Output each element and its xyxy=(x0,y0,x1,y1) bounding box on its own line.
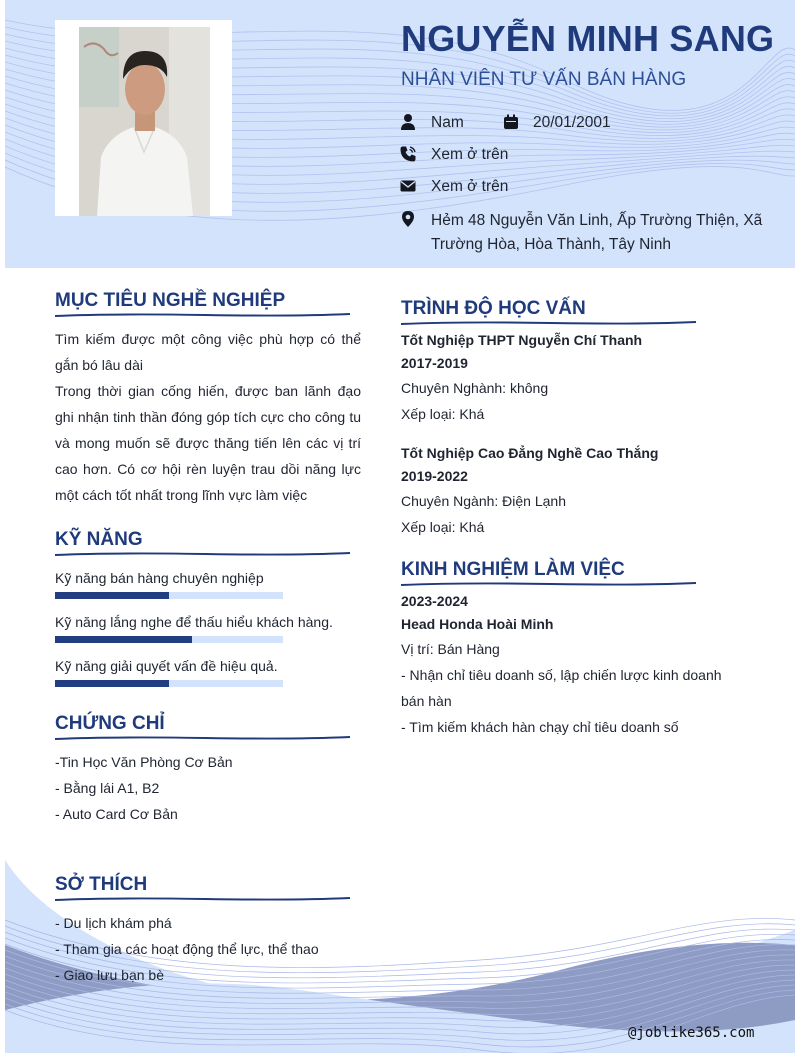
watermark: @joblike365.com xyxy=(628,1025,755,1041)
experience-years: 2023-2024 xyxy=(401,593,468,609)
avatar-frame xyxy=(55,20,232,216)
experience-duty-2: - Tìm kiếm khách hàn chạy chỉ tiêu doanh số xyxy=(401,719,679,735)
hobby-item-1: - Du lịch khám phá xyxy=(55,915,172,931)
education-title: TRÌNH ĐỘ HỌC VẤN xyxy=(401,298,586,319)
gender-value: Nam xyxy=(431,114,464,131)
hobbies-title: SỞ THÍCH xyxy=(55,874,148,895)
experience-company: Head Honda Hoài Minh xyxy=(401,616,554,632)
skill-label-3: Kỹ năng giải quyết vấn đề hiệu quả. xyxy=(55,658,278,674)
skills-underline xyxy=(55,551,350,557)
experience-duty-1: - Nhận chỉ tiêu doanh số, lập chiến lược kinh doanh bán hàn xyxy=(401,667,722,709)
hobbies-underline xyxy=(55,896,350,902)
skill-bar-fill-2 xyxy=(55,636,192,643)
skill-bar-3 xyxy=(55,680,283,687)
hobby-item-3: - Giao lưu bạn bè xyxy=(55,967,164,983)
hobby-item-2: - Tham gia các hoạt động thể lực, thể thao xyxy=(55,941,319,957)
avatar xyxy=(79,27,210,216)
experience-position: Vị trí: Bán Hàng xyxy=(401,641,500,657)
candidate-name: NGUYỄN MINH SANG xyxy=(401,18,775,59)
mail-icon xyxy=(399,177,417,195)
education-years-1: 2017-2019 xyxy=(401,355,468,371)
objective-text-1: Tìm kiếm được một công việc phù hợp có thể gắn bó lâu dài xyxy=(55,331,361,373)
skill-bar-1 xyxy=(55,592,283,599)
objective-title: MỤC TIÊU NGHỀ NGHIỆP xyxy=(55,290,286,311)
education-major-2: Chuyên Ngành: Điện Lạnh xyxy=(401,493,567,509)
skill-bar-fill-3 xyxy=(55,680,169,687)
skill-bar-2 xyxy=(55,636,283,643)
experience-underline xyxy=(401,581,696,587)
skill-bar-fill-1 xyxy=(55,592,169,599)
calendar-icon xyxy=(502,113,520,131)
person-icon xyxy=(399,113,417,131)
education-school-1: Tốt Nghiệp THPT Nguyễn Chí Thanh xyxy=(401,332,643,348)
location-pin-icon xyxy=(399,210,417,228)
phone-value: Xem ở trên xyxy=(431,146,509,163)
experience-title: KINH NGHIỆM LÀM VIỆC xyxy=(401,559,625,580)
email-value: Xem ở trên xyxy=(431,178,509,195)
birthday-value: 20/01/2001 xyxy=(533,114,611,131)
address-value: Hẻm 48 Nguyễn Văn Linh, Ấp Trường Thiện, Xã Trường Hòa, Hòa Thành, Tây Ninh xyxy=(431,212,763,253)
objective-text-2: Trong thời gian cống hiến, được ban lãnh đạo ghi nhận tinh thần đóng góp tích cực cho công tu và mong muốn sẽ được thăng tiến lên các vị trí cao hơn. Có cơ hội rèn luyện trau dồi năng lực một cách tốt nhất trong lĩnh vực làm việc xyxy=(55,383,361,503)
education-major-1: Chuyên Nghành: không xyxy=(401,380,549,396)
certificate-item-2: - Bằng lái A1, B2 xyxy=(55,780,160,796)
skills-title: KỸ NĂNG xyxy=(55,529,143,550)
certificates-underline xyxy=(55,735,350,741)
skill-label-2: Kỹ năng lắng nghe để thấu hiểu khách hàng. xyxy=(55,614,333,630)
education-years-2: 2019-2022 xyxy=(401,468,468,484)
objective-underline xyxy=(55,312,350,318)
education-school-2: Tốt Nghiệp Cao Đẳng Nghề Cao Thắng xyxy=(401,445,659,461)
skill-label-1: Kỹ năng bán hàng chuyên nghiệp xyxy=(55,570,264,586)
education-grade-2: Xếp loại: Khá xyxy=(401,519,485,535)
certificate-item-1: -Tin Học Văn Phòng Cơ Bản xyxy=(55,754,233,770)
job-title: NHÂN VIÊN TƯ VẤN BÁN HÀNG xyxy=(401,69,687,90)
phone-icon xyxy=(399,145,417,163)
certificate-item-3: - Auto Card Cơ Bản xyxy=(55,806,178,822)
education-grade-1: Xếp loại: Khá xyxy=(401,406,485,422)
education-underline xyxy=(401,320,696,326)
certificates-title: CHỨNG CHỈ xyxy=(55,713,165,734)
